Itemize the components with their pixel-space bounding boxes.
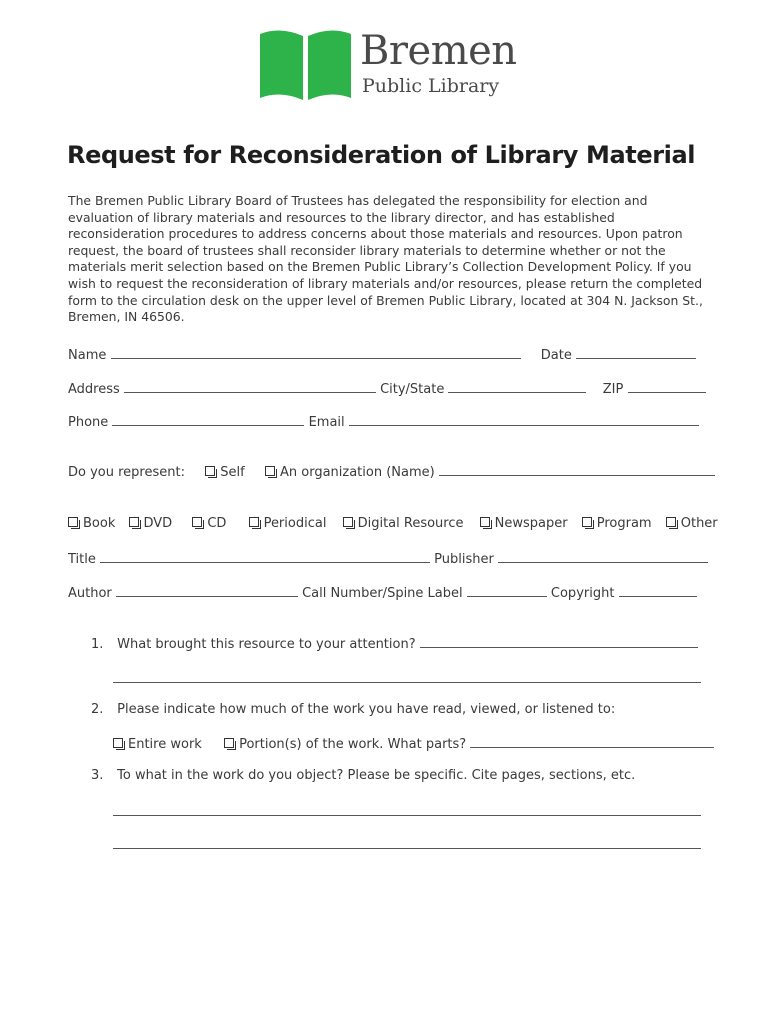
checkbox-icon <box>249 517 259 527</box>
self-checkbox[interactable] <box>205 466 215 476</box>
question-1-answer-field[interactable] <box>420 635 698 648</box>
type-dvd[interactable]: DVD <box>129 516 173 531</box>
zip-label: ZIP <box>602 382 624 397</box>
phone-field[interactable] <box>112 413 304 426</box>
represent-row <box>68 463 715 480</box>
type-newspaper[interactable]: Newspaper <box>480 516 568 531</box>
organization-checkbox[interactable] <box>265 466 275 476</box>
name-label: Name <box>68 348 107 363</box>
question-3 <box>91 768 635 783</box>
type-periodical[interactable]: Periodical <box>249 516 327 531</box>
question-text: What brought this resource to your attention? <box>117 637 416 652</box>
type-book[interactable]: Book <box>68 516 115 531</box>
phone-label: Phone <box>68 415 109 430</box>
organization-name-field[interactable] <box>439 463 715 476</box>
question-1 <box>91 635 698 652</box>
address-label: Address <box>68 382 120 397</box>
library-logo <box>258 28 518 104</box>
material-type-row <box>68 516 718 531</box>
address-field[interactable] <box>124 380 376 393</box>
copyright-label: Copyright <box>550 586 615 601</box>
call-number-field[interactable] <box>467 584 547 597</box>
question-number: 3. <box>91 768 104 783</box>
phone-row <box>68 413 699 430</box>
type-other[interactable]: Other <box>666 516 718 531</box>
zip-field[interactable] <box>628 380 706 393</box>
email-label: Email <box>308 415 345 430</box>
intro-paragraph: The Bremen Public Library Board of Trustees has delegated the responsibility for election and evaluation of library materials and resources to the library director, and has established reconsideration procedures to address concerns about those materials and resources. Upon patron request, the board of trustees shall reconsider library materials to determine whether or not the materials merit selection based on the Bremen Public Library’s Collection Development Policy. If you wish to request the reconsideration of library materials and/or resources, please return the completed form to the circulation desk on the upper level of Bremen Public Library, located at 304 N. Jackson St., Bremen, IN 46506. <box>68 193 703 325</box>
portion-field[interactable] <box>470 735 714 748</box>
logo-name: Bremen <box>360 28 517 74</box>
checkbox-icon <box>192 517 202 527</box>
checkbox-icon <box>480 517 490 527</box>
question-3-answer-line-2[interactable] <box>113 848 701 849</box>
question-3-answer-line-1[interactable] <box>113 815 701 816</box>
copyright-field[interactable] <box>619 584 697 597</box>
email-field[interactable] <box>349 413 699 426</box>
title-field[interactable] <box>100 550 430 563</box>
title-label: Title <box>68 552 96 567</box>
logo-subtitle: Public Library <box>362 75 500 97</box>
portion-label: Portion(s) of the work. What parts? <box>239 737 467 752</box>
question-2 <box>91 702 615 717</box>
call-number-label: Call Number/Spine Label <box>302 586 463 601</box>
open-book-icon <box>258 28 354 104</box>
organization-label: An organization (Name) <box>279 465 435 480</box>
checkbox-icon <box>129 517 139 527</box>
title-row <box>68 550 708 567</box>
question-text: To what in the work do you object? Please be specific. Cite pages, sections, etc. <box>117 768 636 783</box>
publisher-field[interactable] <box>498 550 708 563</box>
author-label: Author <box>68 586 112 601</box>
author-field[interactable] <box>116 584 298 597</box>
date-label: Date <box>540 348 572 363</box>
entire-work-label: Entire work <box>128 737 202 752</box>
type-digital-resource[interactable]: Digital Resource <box>343 516 464 531</box>
city-state-field[interactable] <box>448 380 586 393</box>
question-number: 2. <box>91 702 104 717</box>
page-title: Request for Reconsideration of Library Material <box>67 141 696 169</box>
date-field[interactable] <box>576 346 696 359</box>
entire-work-checkbox[interactable] <box>113 738 123 748</box>
type-cd[interactable]: CD <box>192 516 226 531</box>
address-row <box>68 380 706 397</box>
name-field[interactable] <box>111 346 521 359</box>
question-text: Please indicate how much of the work you have read, viewed, or listened to: <box>117 702 616 717</box>
city-state-label: City/State <box>380 382 445 397</box>
publisher-label: Publisher <box>434 552 494 567</box>
checkbox-icon <box>343 517 353 527</box>
portion-checkbox[interactable] <box>224 738 234 748</box>
self-label: Self <box>220 465 245 480</box>
checkbox-icon <box>666 517 676 527</box>
checkbox-icon <box>582 517 592 527</box>
name-row <box>68 346 696 363</box>
question-1-answer-line[interactable] <box>113 682 701 683</box>
represent-label: Do you represent: <box>68 465 185 480</box>
checkbox-icon <box>68 517 78 527</box>
author-row <box>68 584 697 601</box>
extent-row <box>113 735 714 752</box>
type-program[interactable]: Program <box>582 516 652 531</box>
question-number: 1. <box>91 637 104 652</box>
